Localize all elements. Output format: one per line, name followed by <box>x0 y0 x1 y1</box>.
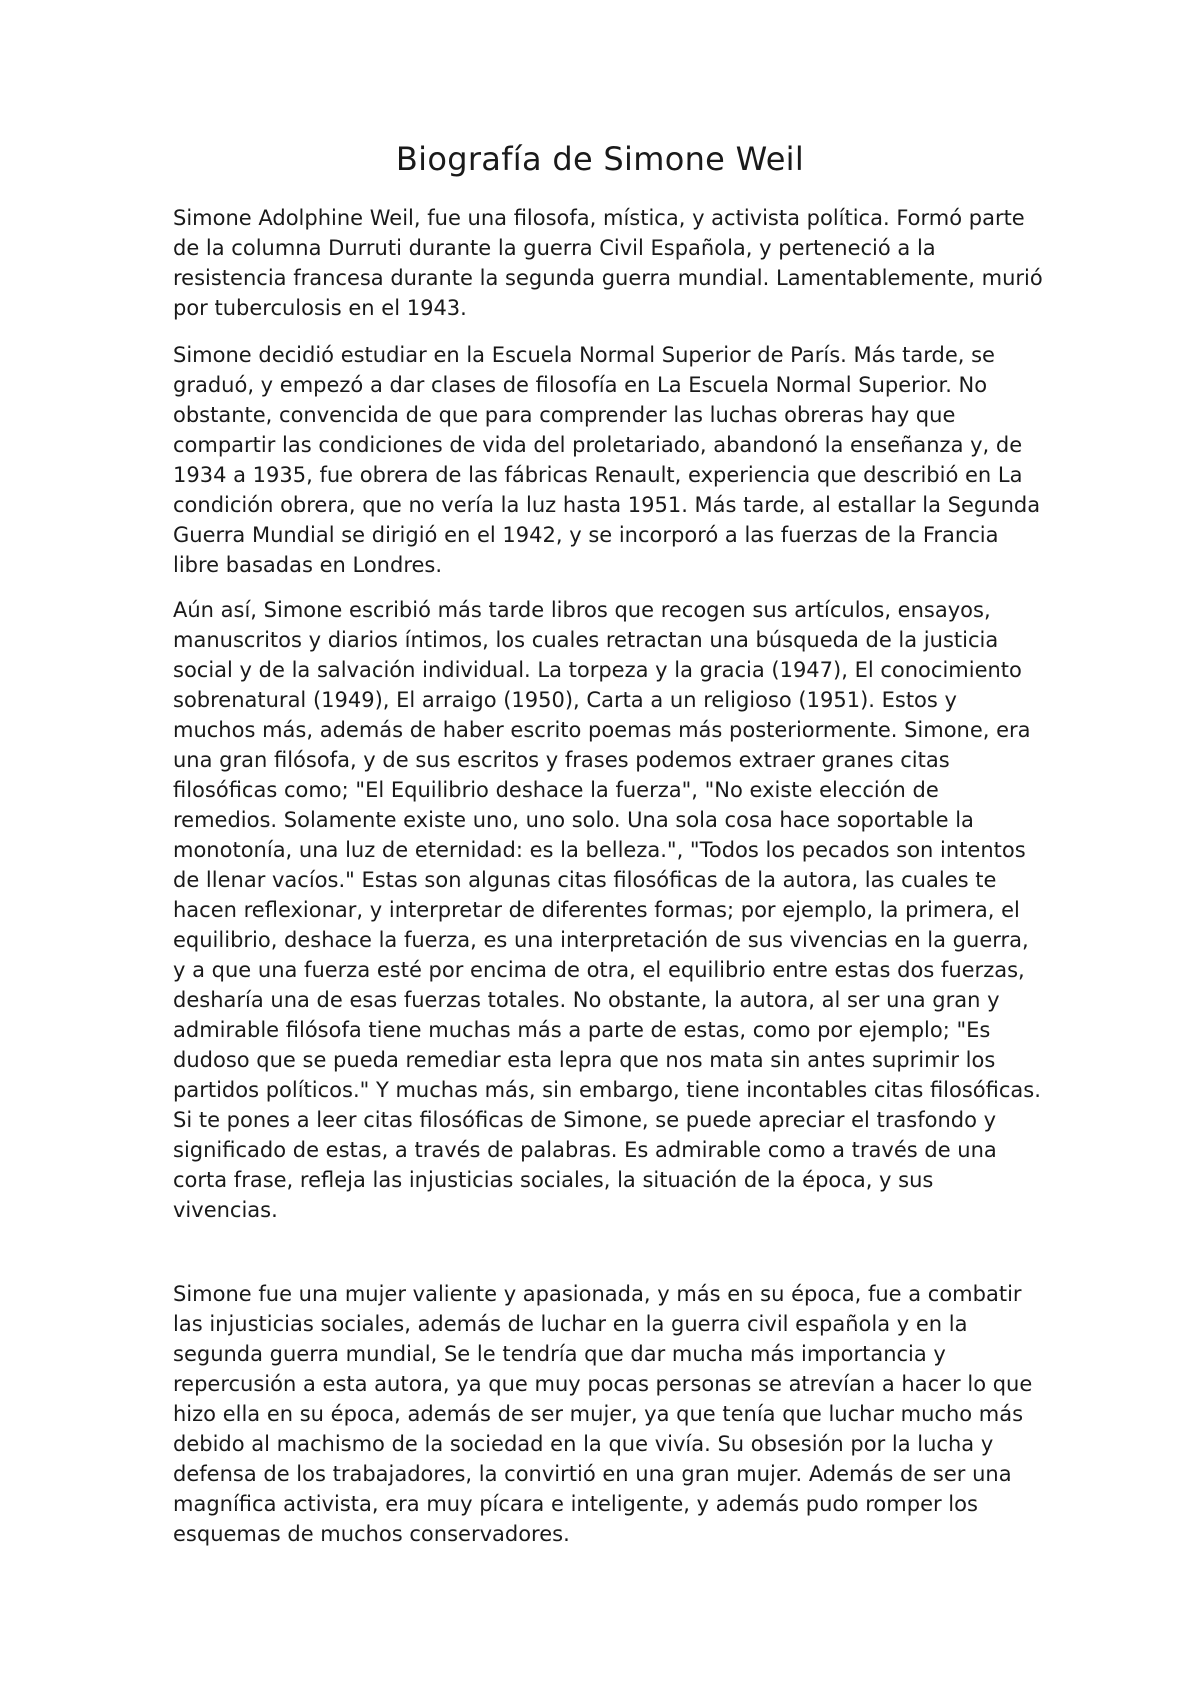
paragraph-intro: Simone Adolphine Weil, fue una filosofa, mística, y activista política. Formó parte de la columna Durruti durante la guerra Civil Española, y perteneció a la resistencia francesa durante la segunda guerra mundial. Lamentablemente, murió por tuberculosis en el 1943. <box>173 206 1043 320</box>
paragraph-writings: Aún así, Simone escribió más tarde libros que recogen sus artículos, ensayos, manuscritos y diarios íntimos, los cuales retractan una búsqueda de la justicia social y de la salvación individual. La torpeza y la gracia (1947), El conocimiento sobrenatural (1949), El arraigo (1950), Carta a un religioso (1951). Estos y muchos más, además de haber escrito poemas más posteriormente. Simone, era una gran filósofa, y de sus escritos y frases podemos extraer granes citas filosóficas como; "El Equilibrio deshace la fuerza", "No existe elección de remedios. Solamente existe uno, uno solo. Una sola cosa hace soportable la monotonía, una luz de eternidad: es la belleza.", "Todos los pecados son intentos de llenar vacíos." Estas son algunas citas filosóficas de la autora, las cuales te hacen reflexionar, y interpretar de diferentes formas; por ejemplo, la primera, el equilibrio, deshace la fuerza, es una interpretación de sus vivencias en la guerra, y a que una fuerza esté por encima de otra, el equilibrio entre estas dos fuerzas, desharía una de esas fuerzas totales. No obstante, la autora, al ser una gran y admirable filósofa tiene muchas más a parte de estas, como por ejemplo; "Es dudoso que se pueda remediar esta lepra que nos mata sin antes suprimir los partidos políticos." Y muchas más, sin embargo, tiene incontables citas filosóficas. Si te pones a leer citas filosóficas de Simone, se puede apreciar el trasfondo y significado de estas, a través de palabras. Es admirable como a través de una corta frase, refleja las injusticias sociales, la situación de la época, y sus vivencias. <box>173 598 1041 1222</box>
paragraph-education: Simone decidió estudiar en la Escuela Normal Superior de París. Más tarde, se graduó, y empezó a dar clases de filosofía en La Escuela Normal Superior. No obstante, convencida de que para comprender las luchas obreras hay que compartir las condiciones de vida del proletariado, abandonó la enseñanza y, de 1934 a 1935, fue obrera de las fábricas Renault, experiencia que describió en La condición obrera, que no vería la luz hasta 1951. Más tarde, al estallar la Segunda Guerra Mundial se dirigió en el 1942, y se incorporó a las fuerzas de la Francia libre basadas en Londres. <box>173 343 1041 577</box>
document-title: Biografía de Simone Weil <box>395 140 805 178</box>
paragraph-conclusion: Simone fue una mujer valiente y apasionada, y más en su época, fue a combatir las injusticias sociales, además de luchar en la guerra civil española y en la segunda guerra mundial, Se le tendría que dar mucha más importancia y repercusión a esta autora, ya que muy pocas personas se atrevían a hacer lo que hizo ella en su época, además de ser mujer, ya que tenía que luchar mucho más debido al machismo de la sociedad en la que vivía. Su obsesión por la lucha y defensa de los trabajadores, la convirtió en una gran mujer. Además de ser una magnífica activista, era muy pícara e inteligente, y además pudo romper los esquemas de muchos conservadores. <box>173 1282 1033 1546</box>
